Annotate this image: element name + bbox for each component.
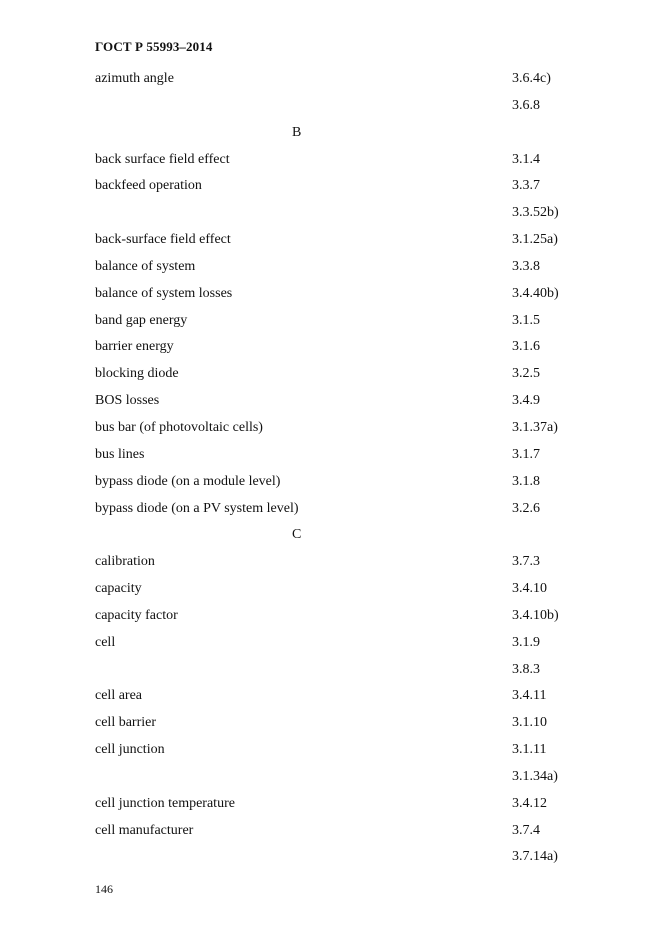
- index-entry: [95, 764, 575, 791]
- index-entry: [95, 657, 575, 684]
- index-reference: 3.1.5: [512, 312, 540, 328]
- index-entry: [95, 93, 575, 120]
- index-term: blocking diode: [95, 366, 179, 382]
- index-entry: [95, 791, 575, 818]
- index-entry: [95, 683, 575, 710]
- index-reference: 3.1.34a): [512, 768, 558, 784]
- index-term: back surface field effect: [95, 151, 230, 167]
- index-term: capacity: [95, 581, 142, 597]
- index-reference: 3.1.37a): [512, 419, 558, 435]
- index-term: bypass diode (on a module level): [95, 473, 281, 489]
- index-reference: 3.1.11: [512, 742, 547, 758]
- index-entry: [95, 254, 575, 281]
- index-term: BOS losses: [95, 393, 160, 409]
- index-term: band gap energy: [95, 312, 188, 328]
- index-entry: [95, 818, 575, 845]
- page-header: ГОСТ Р 55993–2014: [95, 39, 213, 54]
- index-entry: [95, 442, 575, 469]
- index-entry: [95, 200, 575, 227]
- index-term: backfeed operation: [95, 178, 202, 194]
- index-reference: 3.1.6: [512, 339, 540, 355]
- index-term: cell junction: [95, 742, 165, 758]
- index-term: azimuth angle: [95, 71, 174, 86]
- index-term: cell barrier: [95, 715, 157, 731]
- index-entry: [95, 415, 575, 442]
- index-entry: [95, 469, 575, 496]
- index-entry: [95, 281, 575, 308]
- index-reference: 3.6.4c): [512, 71, 551, 86]
- index-reference: 3.1.4: [512, 151, 540, 167]
- index-term: balance of system losses: [95, 285, 233, 301]
- index-reference: 3.4.9: [512, 393, 540, 409]
- index-reference: 3.4.40b): [512, 285, 559, 301]
- index-reference: 3.2.5: [512, 366, 540, 382]
- index-term: bus bar (of photovoltaic cells): [95, 419, 263, 435]
- index-term: cell: [95, 634, 116, 650]
- section-letter-row: [95, 522, 575, 549]
- index-entry: [95, 630, 575, 657]
- index-term: cell junction temperature: [95, 795, 235, 811]
- index-reference: 3.1.8: [512, 473, 540, 489]
- index-entry: [95, 576, 575, 603]
- index-entry: [95, 66, 575, 93]
- index-entry: [95, 603, 575, 630]
- index-reference: 3.4.10: [512, 581, 547, 597]
- index-term: calibration: [95, 554, 155, 570]
- index-term: bus lines: [95, 446, 145, 462]
- index-reference: 3.3.7: [512, 178, 540, 194]
- index-reference: 3.3.8: [512, 258, 540, 274]
- index-term: back-surface field effect: [95, 232, 231, 248]
- index-entry: [95, 549, 575, 576]
- index-term: cell area: [95, 688, 143, 704]
- index-entry: [95, 737, 575, 764]
- index-entry: [95, 147, 575, 174]
- section-letter-row: [95, 120, 575, 147]
- index-list: [95, 66, 575, 871]
- index-term: barrier energy: [95, 339, 174, 355]
- index-reference: 3.4.10b): [512, 607, 559, 623]
- index-entry: [95, 173, 575, 200]
- section-letter: C: [292, 527, 302, 543]
- index-reference: 3.7.4: [512, 822, 540, 838]
- index-reference: 3.8.3: [512, 661, 540, 677]
- index-reference: 3.6.8: [512, 97, 540, 113]
- section-letter: B: [292, 124, 302, 140]
- index-reference: 3.4.12: [512, 795, 547, 811]
- index-reference: 3.3.52b): [512, 205, 559, 221]
- index-reference: 3.1.7: [512, 446, 540, 462]
- index-entry: [95, 388, 575, 415]
- index-term: balance of system: [95, 258, 196, 274]
- index-entry: [95, 710, 575, 737]
- index-reference: 3.1.10: [512, 715, 547, 731]
- index-entry: [95, 227, 575, 254]
- index-entry: [95, 496, 575, 523]
- index-reference: 3.1.25a): [512, 232, 558, 248]
- index-entry: [95, 334, 575, 361]
- index-term: bypass diode (on a PV system level): [95, 500, 299, 516]
- index-entry: [95, 308, 575, 335]
- index-entry: [95, 361, 575, 388]
- index-reference: 3.7.14a): [512, 849, 558, 865]
- index-term: capacity factor: [95, 607, 178, 623]
- index-reference: 3.1.9: [512, 634, 540, 650]
- index-reference: 3.2.6: [512, 500, 540, 516]
- index-term: cell manufacturer: [95, 822, 194, 838]
- page-number: 146: [95, 882, 113, 896]
- index-reference: 3.4.11: [512, 688, 547, 704]
- index-reference: 3.7.3: [512, 554, 540, 570]
- index-entry: [95, 844, 575, 871]
